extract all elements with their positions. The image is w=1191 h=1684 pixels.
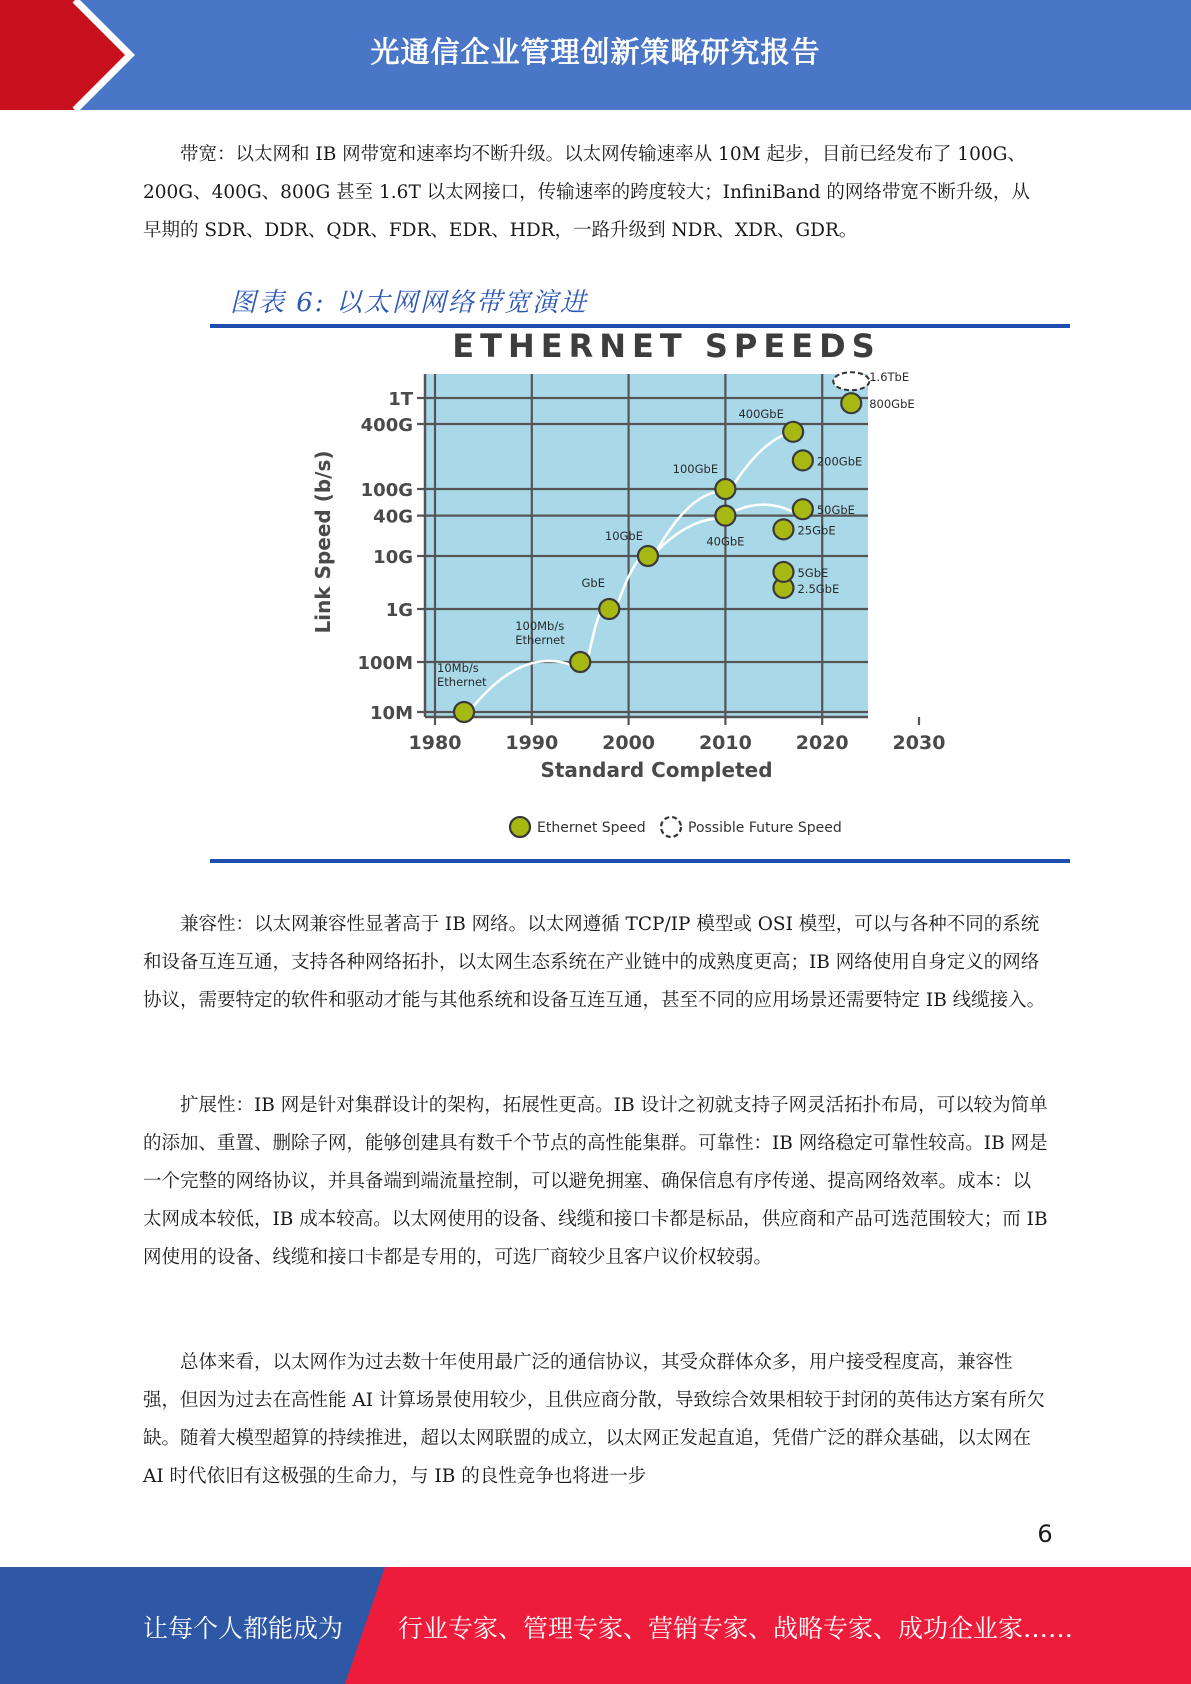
x-tick-label: 1980 xyxy=(408,732,462,754)
page-title: 光通信企业管理创新策略研究报告 xyxy=(370,35,821,69)
page-header xyxy=(0,0,1191,110)
point-label: 5GbE xyxy=(797,565,829,580)
x-tick-label: 2020 xyxy=(795,732,849,754)
legend-ethernet-marker xyxy=(510,817,530,837)
footer-slogan-left: 让每个人都能成为 xyxy=(143,1614,344,1643)
point-label: 1.6TbE xyxy=(869,370,910,385)
paragraph-summary: 总体来看，以太网作为过去数十年使用最广泛的通信协议，其受众群体众多，用户接受程度高，兼容性强，但因为过去在高性能 AI 计算场景使用较少，且供应商分散，导致综合效果相较于封闭的英伟达方案有所欠缺。随着大模型超算的持续推进，超以太网联盟的成立，以太网正发起直追，凭借广泛的群众基础，以太网在 AI 时代依旧有这极强的生命力，与 IB 的良性竞争也将进一步 xyxy=(143,1352,1045,1487)
y-axis-title: Link Speed (b/s) xyxy=(311,450,335,634)
paragraph-bandwidth: 带宽：以太网和 IB 网带宽和速率均不断升级。以太网传输速率从 10M 起步，目前已经发布了 100G、200G、400G、800G 甚至 1.6T 以太网接口，传输速率的跨度较大；InfiniBand 的网络带宽不断升级，从早期的 SDR、DDR、QDR、FDR、EDR、HDR，一路升级到 NDR、XDR、GDR。 xyxy=(143,144,1030,241)
speed-point xyxy=(773,562,793,582)
figure-bottom-rule xyxy=(210,859,1070,863)
x-tick-label: 2030 xyxy=(892,732,946,754)
speed-point xyxy=(570,652,590,672)
future-speed-marker xyxy=(833,372,869,390)
x-tick-label: 1990 xyxy=(505,732,559,754)
figure-ethernet-speeds xyxy=(185,262,1075,872)
legend-future-label: Possible Future Speed xyxy=(688,820,842,836)
x-axis-title: Standard Completed xyxy=(540,758,773,782)
paragraph-compatibility: 兼容性：以太网兼容性显著高于 IB 网络。以太网遵循 TCP/IP 模型或 OSI 模型，可以与各种不同的系统和设备互连互通，支持各种网络拓扑，以太网生态系统在产业链中的成熟度更高；IB 网络使用自身定义的网络协议，需要特定的软件和驱动才能与其他系统和设备互连互通，甚至不同的应用场景还需要特定 IB 线缆接入。 xyxy=(143,914,1046,1011)
paragraph-scalability: 扩展性：IB 网是针对集群设计的架构，拓展性更高。IB 设计之初就支持子网灵活拓扑布局，可以较为简单的添加、重置、删除子网，能够创建具有数千个节点的高性能集群。可靠性：IB 网络稳定可靠性较高。IB 网是一个完整的网络协议，并具备端到端流量控制，可以避免拥塞、确保信息有序传递、提高网络效率。成本：以太网成本较低，IB 成本较高。以太网使用的设备、线缆和接口卡都是标品，供应商和产品可选范围较大；而 IB 网使用的设备、线缆和接口卡都是专用的，可选厂商较少且客户议价权较弱。 xyxy=(143,1095,1048,1268)
y-tick-label: 1T xyxy=(388,389,413,410)
y-tick-label: 40G xyxy=(373,506,413,528)
page-footer xyxy=(0,1567,1191,1684)
legend-future-marker xyxy=(661,817,681,837)
point-label: 25GbE xyxy=(797,523,836,538)
point-label: 2.5GbE xyxy=(797,581,840,596)
speed-point xyxy=(454,702,474,722)
y-tick-label: 100M xyxy=(357,653,413,674)
y-tick-label: 1G xyxy=(385,600,413,621)
figure-caption: 图表 6: 以太网网络带宽演进 xyxy=(230,288,588,318)
point-label: 800GbE xyxy=(869,397,915,412)
legend-ethernet-label: Ethernet Speed xyxy=(537,820,646,836)
speed-point xyxy=(773,519,793,539)
ethernet-speeds-chart xyxy=(185,262,1075,872)
page-number: 6 xyxy=(1037,1520,1053,1548)
speed-point xyxy=(715,479,735,499)
point-label: 400GbE xyxy=(738,406,784,421)
speed-point xyxy=(793,499,813,519)
point-label: Ethernet xyxy=(437,675,487,689)
point-label: 40GbE xyxy=(706,534,745,549)
y-tick-label: 10M xyxy=(370,703,413,724)
chart-title: ETHERNET SPEEDS xyxy=(452,327,881,365)
footer-slogan-right: 行业专家、管理专家、营销专家、战略专家、成功企业家…… xyxy=(398,1614,1074,1643)
speed-point xyxy=(638,546,658,566)
speed-point xyxy=(715,506,735,526)
y-tick-label: 10G xyxy=(373,547,413,568)
speed-point xyxy=(599,599,619,619)
point-label: Ethernet xyxy=(515,633,565,647)
y-tick-label: 400G xyxy=(360,415,413,436)
y-tick-label: 100G xyxy=(360,480,413,501)
x-tick-label: 2000 xyxy=(602,732,656,754)
point-label: 10GbE xyxy=(604,529,644,543)
speed-point xyxy=(793,450,813,470)
point-label: 100Mb/s xyxy=(515,619,565,633)
point-label: 200GbE xyxy=(816,454,863,469)
point-label: GbE xyxy=(581,576,605,590)
x-tick-label: 2010 xyxy=(698,732,752,754)
speed-point xyxy=(841,393,861,413)
point-label: 50GbE xyxy=(816,503,855,518)
speed-point xyxy=(783,422,803,442)
point-label: 10Mb/s xyxy=(437,661,479,675)
point-label: 100GbE xyxy=(672,462,719,476)
